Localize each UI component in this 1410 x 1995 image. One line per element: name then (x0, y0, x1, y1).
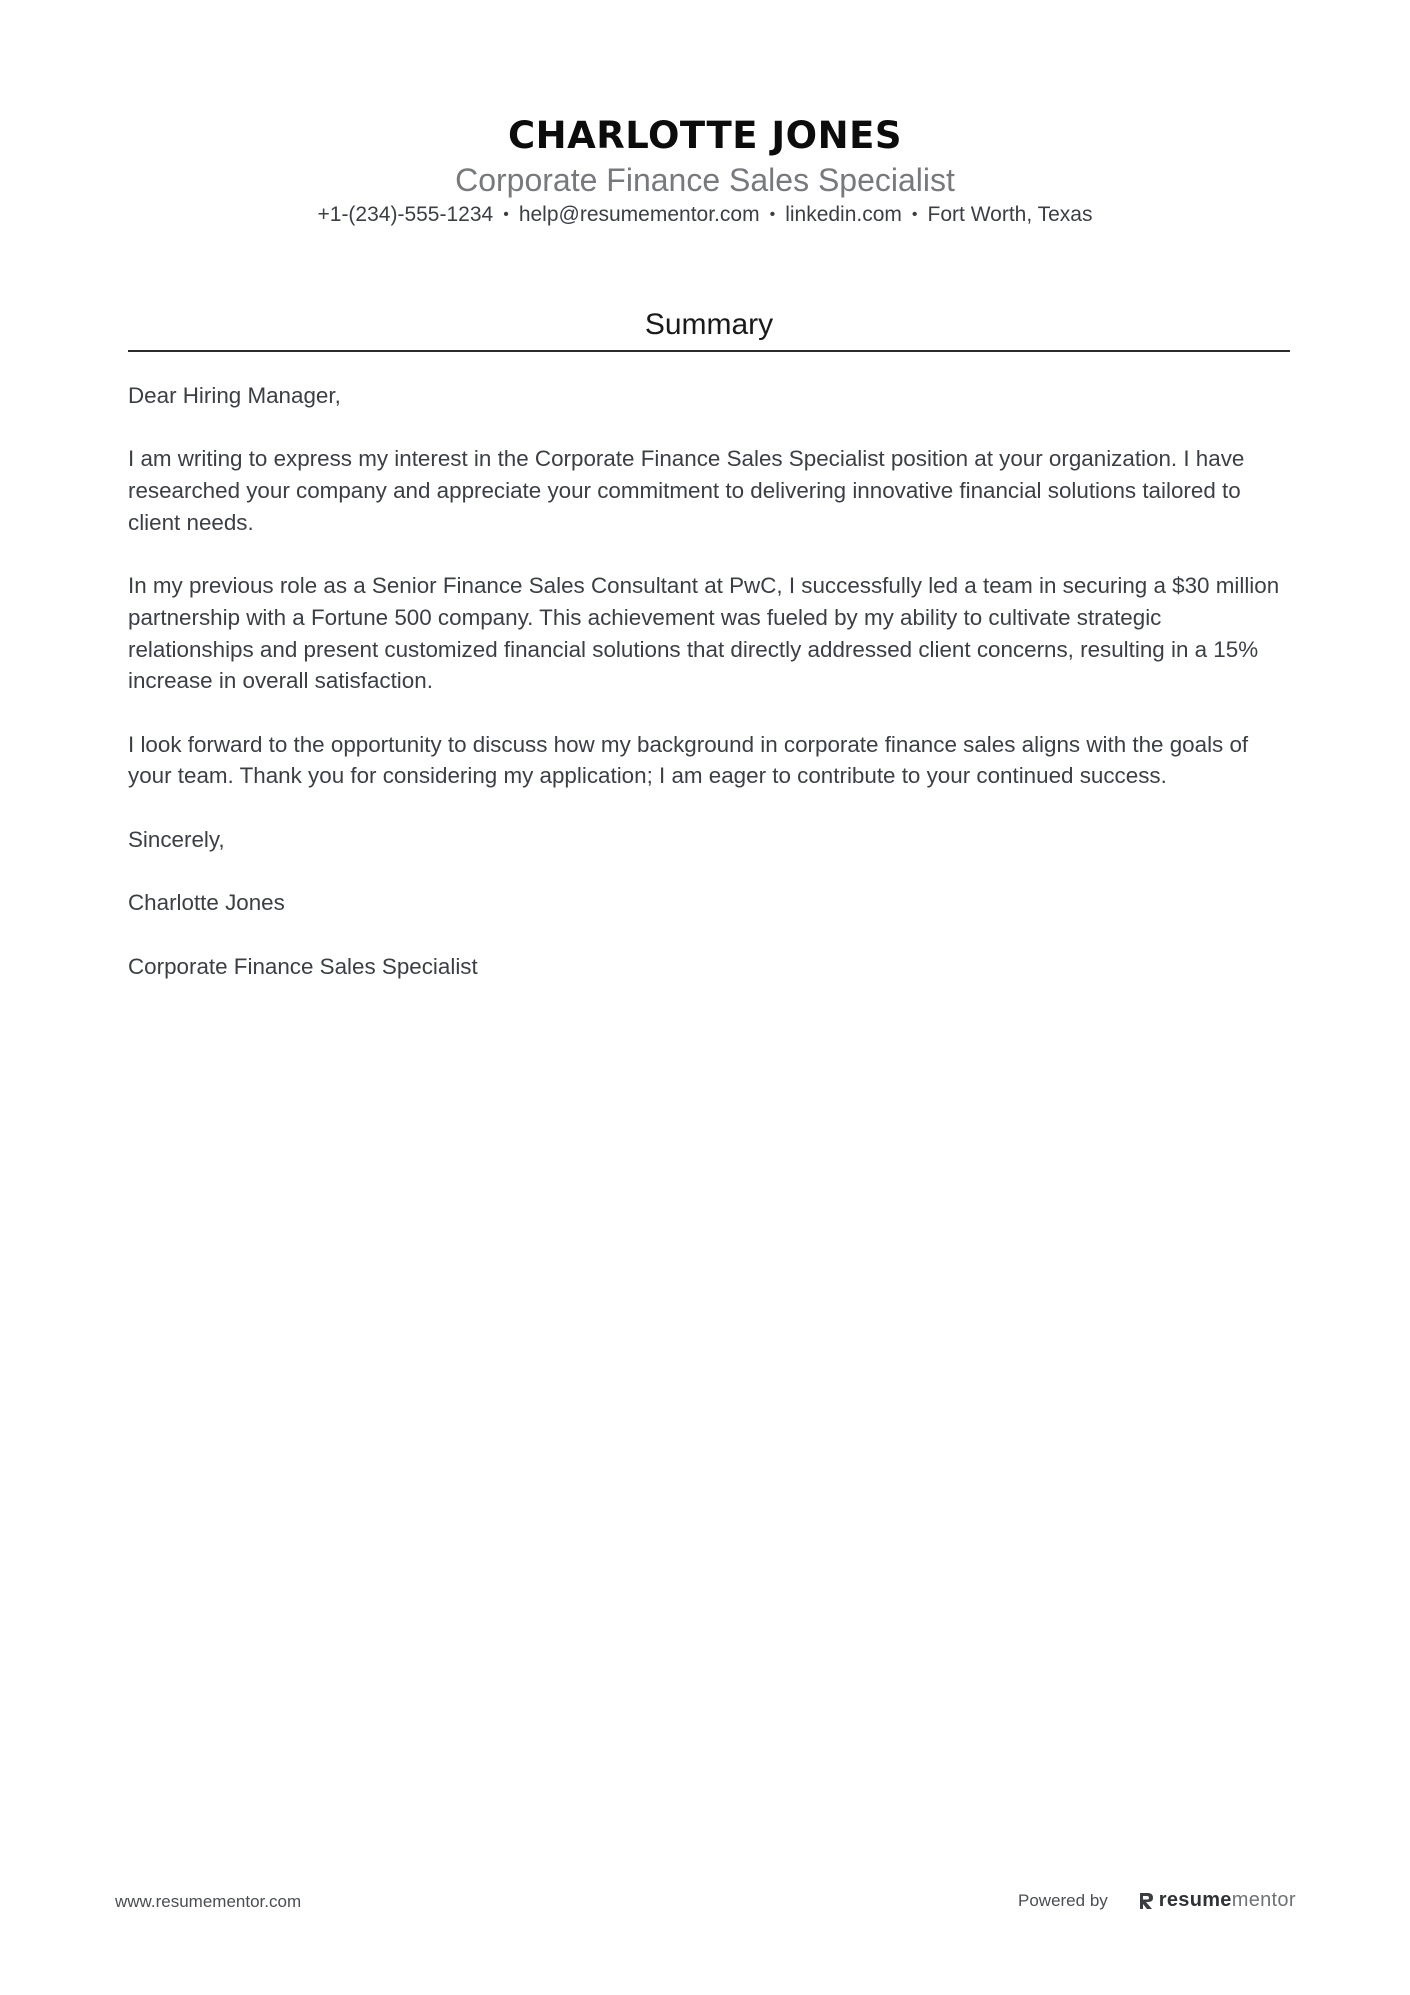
contact-website[interactable]: linkedin.com (785, 203, 902, 226)
candidate-name: CHARLOTTE JONES (507, 114, 903, 157)
brand-bold: resume (1158, 1889, 1232, 1911)
contact-separator: • (911, 206, 918, 223)
footer-website[interactable]: www.resumementor.com (115, 1892, 302, 1911)
section-title: Summary (644, 308, 774, 341)
contact-phone: +1-(234)-555-1234 (317, 203, 494, 226)
resumementor-logo-text (1159, 1889, 1296, 1912)
letter-greeting: Dear Hiring Manager, (128, 383, 341, 408)
contact-line (0, 200, 1410, 230)
letter-paragraph: I am writing to express my interest in the Corporate Finance Sales Specialist position at your organization. I have researched your company and appreciate your commitment to delivering innovative financial solutions tailored to client needs. (128, 446, 1245, 535)
contact-separator: • (503, 206, 509, 223)
contact-email[interactable]: help@resumementor.com (518, 203, 760, 226)
brand-light: mentor (1231, 1889, 1296, 1911)
contact-separator: • (769, 206, 776, 223)
letter-header (0, 112, 1410, 230)
letter-closing: Sincerely, (128, 826, 225, 852)
contact-location: Fort Worth, Texas (927, 203, 1093, 226)
resumementor-logo-icon (1138, 1891, 1154, 1911)
letter-paragraph: In my previous role as a Senior Finance Sales Consultant at PwC, I successfully led a team in securing a $30 million partnership with a Fortune 500 company. This achievement was fueled by my ability to cultivate strategic relationships and present customized financial solutions that directly addressed client concerns, resulting in a 15% increase in overall satisfaction. (128, 573, 1280, 694)
section-divider (128, 350, 1290, 352)
signature-name: Charlotte Jones (128, 890, 285, 916)
footer-branding (1018, 1889, 1296, 1912)
letter-body (128, 380, 1290, 1014)
candidate-title: Corporate Finance Sales Specialist (455, 162, 955, 198)
letter-paragraph: I look forward to the opportunity to discuss how my background in corporate finance sales aligns with the goals of your team. Thank you for considering my application; I am eager to contribute to your continued success. (128, 731, 1249, 789)
powered-by-label: Powered by (1018, 1890, 1108, 1910)
signature-title: Corporate Finance Sales Specialist (128, 953, 478, 979)
